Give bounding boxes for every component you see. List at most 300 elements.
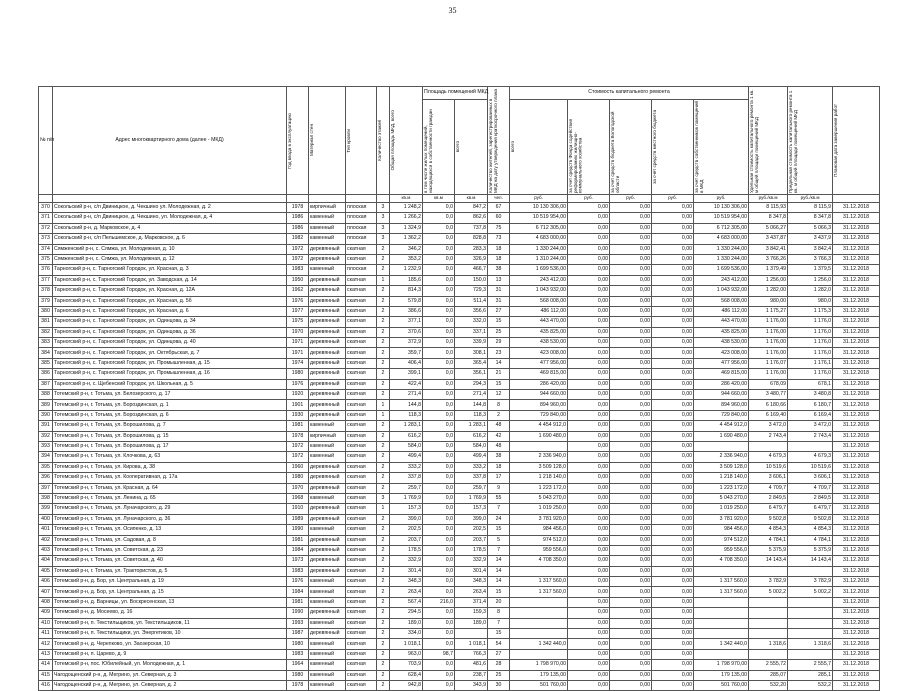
table-cell: 8 bbox=[488, 400, 510, 410]
table-cell: 1990 bbox=[287, 525, 309, 535]
table-cell: 337,8 bbox=[390, 473, 423, 483]
table-cell: 1 317 560,0 bbox=[694, 577, 749, 587]
table-cell: 0,00 bbox=[610, 483, 652, 493]
table-cell: 0,00 bbox=[610, 597, 652, 607]
table-cell: 216,0 bbox=[423, 597, 455, 607]
table-cell: 443 470,00 bbox=[510, 317, 568, 327]
table-cell: 371,4 bbox=[455, 597, 488, 607]
table-cell: 370 bbox=[39, 203, 53, 213]
table-cell: 0,0 bbox=[423, 390, 455, 400]
table-cell: 3 782,9 bbox=[749, 577, 788, 587]
table-cell: 2 bbox=[488, 410, 510, 420]
table-cell: 0,00 bbox=[652, 556, 694, 566]
table-cell: 31.12.2018 bbox=[833, 493, 880, 503]
table-cell: Сокольский р-н, д. Марковское, д. 4 bbox=[53, 223, 287, 233]
table-cell: 0,0 bbox=[423, 338, 455, 348]
table-row bbox=[39, 639, 880, 649]
table-cell: 0,00 bbox=[568, 629, 610, 639]
table-cell: 0,0 bbox=[423, 514, 455, 524]
table-cell: 0,00 bbox=[652, 358, 694, 368]
table-cell: 532,20 bbox=[749, 680, 788, 690]
table-cell: 963,0 bbox=[390, 649, 423, 659]
table-cell: Тотемский р-н, г. Тотьма, ул. Кирова, д. 38 bbox=[53, 462, 287, 472]
table-cell: 0,00 bbox=[652, 473, 694, 483]
table-cell: 0,00 bbox=[652, 369, 694, 379]
table-cell: 286 420,00 bbox=[694, 379, 749, 389]
table-cell: скатная bbox=[346, 514, 377, 524]
table-cell: 1 223 172,0 bbox=[694, 483, 749, 493]
table-cell: 0,00 bbox=[610, 348, 652, 358]
table-row bbox=[39, 203, 880, 213]
table-cell: 8 347,8 bbox=[749, 213, 788, 223]
table-cell: 0,00 bbox=[652, 213, 694, 223]
table-cell: кирпичный bbox=[309, 431, 346, 441]
table-cell: 2 bbox=[377, 369, 390, 379]
table-cell: 31.12.2018 bbox=[833, 535, 880, 545]
table-cell: 0,00 bbox=[610, 670, 652, 680]
table-cell: 31.12.2018 bbox=[833, 223, 880, 233]
table-cell: 98,7 bbox=[423, 649, 455, 659]
table-cell: 0,00 bbox=[568, 327, 610, 337]
table-cell: 28 bbox=[488, 660, 510, 670]
table-cell: 1968 bbox=[287, 493, 309, 503]
table-cell: скатная bbox=[346, 577, 377, 587]
table-cell: 0,00 bbox=[568, 213, 610, 223]
table-cell: 0,00 bbox=[568, 462, 610, 472]
table-cell: 4 454 912,0 bbox=[510, 421, 568, 431]
table-cell: 2 bbox=[377, 348, 390, 358]
table-cell: 532,2 bbox=[788, 680, 833, 690]
table-cell bbox=[510, 566, 568, 576]
table-cell: 42 bbox=[488, 431, 510, 441]
table-cell: 18 bbox=[488, 244, 510, 254]
table-cell: 2 bbox=[377, 379, 390, 389]
table-cell: 189,0 bbox=[455, 618, 488, 628]
table-cell: 0,00 bbox=[568, 317, 610, 327]
table-cell: 31.12.2018 bbox=[833, 473, 880, 483]
table-cell: 294,5 bbox=[390, 608, 423, 618]
table-cell: 579,8 bbox=[390, 296, 423, 306]
table-cell: 980,0 bbox=[788, 296, 833, 306]
table-cell: 31.12.2018 bbox=[833, 452, 880, 462]
table-cell: 6 479,7 bbox=[749, 504, 788, 514]
table-cell: 1 330 244,00 bbox=[694, 244, 749, 254]
table-cell: 0,0 bbox=[423, 608, 455, 618]
table-cell: 0,00 bbox=[610, 649, 652, 659]
table-cell: 0,00 bbox=[652, 421, 694, 431]
table-cell: 3 bbox=[377, 213, 390, 223]
table-cell: 729 840,00 bbox=[510, 410, 568, 420]
header-area-municipal: всего bbox=[455, 141, 460, 153]
table-cell: 1972 bbox=[287, 244, 309, 254]
table-cell: 0,00 bbox=[652, 327, 694, 337]
table-cell: 0,0 bbox=[423, 275, 455, 285]
table-cell: 499,4 bbox=[390, 452, 423, 462]
table-cell: 118,3 bbox=[390, 410, 423, 420]
table-cell bbox=[694, 597, 749, 607]
table-cell: 477 956,00 bbox=[510, 358, 568, 368]
table-cell: 38 bbox=[488, 452, 510, 462]
table-cell: 14 bbox=[488, 566, 510, 576]
table-cell: 31.12.2018 bbox=[833, 670, 880, 680]
table-cell: 0,00 bbox=[610, 431, 652, 441]
table-cell: каменный bbox=[309, 223, 346, 233]
table-cell: скатная bbox=[346, 275, 377, 285]
table-cell: 332,9 bbox=[455, 556, 488, 566]
table-cell: 0,0 bbox=[423, 629, 455, 639]
table-cell: 1 176,00 bbox=[749, 348, 788, 358]
unit-cell: руб. bbox=[568, 195, 610, 203]
table-cell: Тотемский р-н, пос. Юбилейный, ул. Молодежная, д. 1 bbox=[53, 660, 287, 670]
table-cell: 0,0 bbox=[423, 680, 455, 690]
table-cell: кирпичный bbox=[309, 203, 346, 213]
table-cell: Тарногский р-н, с. Тарногский Городок, ул. Красная, д. 3 bbox=[53, 265, 287, 275]
table-cell: 337,8 bbox=[455, 473, 488, 483]
table-cell: 0,00 bbox=[652, 254, 694, 264]
table-cell: 285,1 bbox=[788, 670, 833, 680]
table-cell: 1986 bbox=[287, 223, 309, 233]
table-cell: 0,0 bbox=[423, 525, 455, 535]
table-cell: Тарногский р-н, с. Тарногский Городок, ул. Красная, д. 5б bbox=[53, 296, 287, 306]
table-cell: 1984 bbox=[287, 545, 309, 555]
table-cell: 1 043 932,00 bbox=[510, 286, 568, 296]
table-cell: 15 bbox=[488, 525, 510, 535]
table-cell: 8 115,9 bbox=[788, 203, 833, 213]
table-cell: 0,0 bbox=[423, 535, 455, 545]
table-cell: 23 bbox=[488, 348, 510, 358]
table-cell: 423 008,00 bbox=[510, 348, 568, 358]
table-cell: каменный bbox=[309, 660, 346, 670]
table-cell: 3 781 920,0 bbox=[694, 514, 749, 524]
table-cell: 1982 bbox=[287, 234, 309, 244]
table-cell: 1 283,1 bbox=[390, 421, 423, 431]
table-cell: 54 bbox=[488, 639, 510, 649]
table-cell: 1 176,00 bbox=[749, 327, 788, 337]
table-cell: 31.12.2018 bbox=[833, 577, 880, 587]
table-cell: 31.12.2018 bbox=[833, 369, 880, 379]
table-cell: 10 519 954,00 bbox=[510, 213, 568, 223]
table-cell: 2 bbox=[377, 556, 390, 566]
table-cell: 1 342 440,0 bbox=[694, 639, 749, 649]
table-cell: 2 bbox=[377, 286, 390, 296]
table-cell: 0,00 bbox=[652, 597, 694, 607]
table-cell: 0,00 bbox=[568, 660, 610, 670]
table-cell: 31.12.2018 bbox=[833, 327, 880, 337]
table-cell: 31.12.2018 bbox=[833, 244, 880, 254]
table-row bbox=[39, 462, 880, 472]
table-cell: 31.12.2018 bbox=[833, 587, 880, 597]
table-row bbox=[39, 306, 880, 316]
header-total-area: Общая площадь МКД, всего bbox=[390, 110, 395, 171]
table-cell: 0,00 bbox=[652, 514, 694, 524]
header-roof-type: Тип кровли bbox=[346, 128, 351, 153]
table-cell: 0,0 bbox=[423, 379, 455, 389]
table-cell: 3 bbox=[377, 493, 390, 503]
table-cell: 0,00 bbox=[568, 618, 610, 628]
table-cell: 1960 bbox=[287, 462, 309, 472]
table-cell: 3 437,9 bbox=[788, 234, 833, 244]
table-cell: 1981 bbox=[287, 535, 309, 545]
table-cell: деревянный bbox=[309, 483, 346, 493]
table-cell: 7 bbox=[488, 618, 510, 628]
table-cell: 0,00 bbox=[610, 234, 652, 244]
table-cell: 413 bbox=[39, 649, 53, 659]
table-cell: 332,9 bbox=[390, 556, 423, 566]
table-cell: 203,7 bbox=[455, 535, 488, 545]
table-cell: 0,00 bbox=[610, 545, 652, 555]
table-row bbox=[39, 348, 880, 358]
table-cell: деревянный bbox=[309, 473, 346, 483]
table-row bbox=[39, 577, 880, 587]
table-cell: 2 bbox=[377, 649, 390, 659]
table-cell bbox=[749, 649, 788, 659]
unit-cell: кв.м bbox=[423, 195, 455, 203]
table-cell: 1980 bbox=[287, 369, 309, 379]
table-cell bbox=[788, 597, 833, 607]
table-cell: 10 130 306,00 bbox=[510, 203, 568, 213]
table-cell: 3 781 920,0 bbox=[510, 514, 568, 524]
table-cell: 9 502,8 bbox=[788, 514, 833, 524]
table-row bbox=[39, 265, 880, 275]
table-cell: скатная bbox=[346, 390, 377, 400]
table-cell: 31.12.2018 bbox=[833, 504, 880, 514]
table-cell: 0,00 bbox=[652, 566, 694, 576]
table-cell: 48 bbox=[488, 441, 510, 451]
table-cell: скатная bbox=[346, 525, 377, 535]
table-cell: 371 bbox=[39, 213, 53, 223]
table-cell: 31.12.2018 bbox=[833, 639, 880, 649]
table-row bbox=[39, 618, 880, 628]
table-cell: 0,00 bbox=[610, 265, 652, 275]
table-cell: 1 176,00 bbox=[749, 317, 788, 327]
table-cell: 13 bbox=[488, 275, 510, 285]
table-cell: деревянный bbox=[309, 244, 346, 254]
table-cell: 0,00 bbox=[568, 587, 610, 597]
table-cell: Тотемский р-н, г. Тотьма, ул. Луначарского, д. 36 bbox=[53, 514, 287, 524]
table-cell: 4 784,1 bbox=[749, 535, 788, 545]
table-cell: 1971 bbox=[287, 348, 309, 358]
table-cell: скатная bbox=[346, 379, 377, 389]
table-cell: Тотемский р-н, г. Тотьма, ул. Бороздинская, д. 1 bbox=[53, 400, 287, 410]
table-cell bbox=[788, 629, 833, 639]
table-cell: скатная bbox=[346, 410, 377, 420]
table-cell: 2 bbox=[377, 535, 390, 545]
table-cell: 12 bbox=[488, 390, 510, 400]
table-cell: 73 bbox=[488, 234, 510, 244]
table-cell: 294,3 bbox=[455, 379, 488, 389]
table-cell: 185,6 bbox=[390, 275, 423, 285]
table-row bbox=[39, 431, 880, 441]
table-cell: 0,00 bbox=[610, 587, 652, 597]
table-cell: 1981 bbox=[287, 597, 309, 607]
table-cell: 356,1 bbox=[455, 369, 488, 379]
table-cell bbox=[749, 597, 788, 607]
table-cell: 376 bbox=[39, 265, 53, 275]
table-cell: деревянный bbox=[309, 462, 346, 472]
table-cell: 0,00 bbox=[568, 545, 610, 555]
table-cell: 48 bbox=[488, 421, 510, 431]
table-cell: 980,00 bbox=[749, 296, 788, 306]
table-cell: Тотемский р-н, г. Тотьма, ул. Осипенко, д. 13 bbox=[53, 525, 287, 535]
table-cell: деревянный bbox=[309, 317, 346, 327]
table-row bbox=[39, 556, 880, 566]
unit-cell: кв.м bbox=[390, 195, 423, 203]
table-cell: 381 bbox=[39, 317, 53, 327]
table-cell bbox=[694, 441, 749, 451]
table-cell: 0,00 bbox=[610, 577, 652, 587]
table-cell: 501 760,00 bbox=[510, 680, 568, 690]
table-cell: 0,00 bbox=[652, 618, 694, 628]
table-cell: 8 bbox=[488, 608, 510, 618]
table-cell: 0,00 bbox=[610, 390, 652, 400]
table-cell: 348,3 bbox=[390, 577, 423, 587]
table-cell: 0,00 bbox=[652, 649, 694, 659]
table-cell bbox=[749, 608, 788, 618]
table-cell: 334,0 bbox=[390, 629, 423, 639]
table-cell: 414 bbox=[39, 660, 53, 670]
table-cell: скатная bbox=[346, 670, 377, 680]
table-cell: 1 362,2 bbox=[390, 234, 423, 244]
table-cell: 10 519,6 bbox=[749, 462, 788, 472]
table-cell: плоская bbox=[346, 203, 377, 213]
table-cell: 75 bbox=[488, 223, 510, 233]
table-cell: 0,00 bbox=[610, 213, 652, 223]
table-cell: деревянный bbox=[309, 390, 346, 400]
table-cell: 0,00 bbox=[652, 629, 694, 639]
table-cell: 31.12.2018 bbox=[833, 338, 880, 348]
table-cell: 157,3 bbox=[390, 504, 423, 514]
table-cell: 0,00 bbox=[610, 504, 652, 514]
table-cell: 0,00 bbox=[568, 639, 610, 649]
table-cell: 0,00 bbox=[652, 639, 694, 649]
table-cell bbox=[510, 597, 568, 607]
table-cell: 1990 bbox=[287, 608, 309, 618]
table-cell: 150,0 bbox=[455, 275, 488, 285]
table-cell: 0,0 bbox=[423, 317, 455, 327]
table-cell: 2 bbox=[377, 441, 390, 451]
table-cell: 1974 bbox=[287, 358, 309, 368]
table-cell: 567,4 bbox=[390, 597, 423, 607]
table-cell: 0,00 bbox=[610, 203, 652, 213]
table-cell bbox=[749, 629, 788, 639]
table-cell: 1 690 480,0 bbox=[510, 431, 568, 441]
table-cell: 0,00 bbox=[610, 639, 652, 649]
table-cell: 0,0 bbox=[423, 577, 455, 587]
table-cell: 2 bbox=[377, 244, 390, 254]
table-cell: 3 766,3 bbox=[788, 254, 833, 264]
table-cell: Тотемский р-н, д. Мосеево, д. 16 bbox=[53, 608, 287, 618]
table-cell: 423 008,00 bbox=[694, 348, 749, 358]
table-cell: 0,00 bbox=[568, 306, 610, 316]
table-cell: 3 480,8 bbox=[788, 390, 833, 400]
table-cell: 55 bbox=[488, 493, 510, 503]
table-cell: Тарногский р-н, с. Тарногский Городок, ул. Одинцова, д. 34 bbox=[53, 317, 287, 327]
table-cell: деревянный bbox=[309, 410, 346, 420]
table-cell: скатная bbox=[346, 680, 377, 690]
table-cell: 1972 bbox=[287, 452, 309, 462]
table-cell: 1 282,0 bbox=[788, 286, 833, 296]
table-cell: 0,00 bbox=[568, 680, 610, 690]
table-cell: 399,0 bbox=[455, 514, 488, 524]
table-cell: 397 bbox=[39, 483, 53, 493]
unit-cell: руб. bbox=[694, 195, 749, 203]
table-row bbox=[39, 483, 880, 493]
table-cell: Тотемский р-н, г. Тотьма, ул. Бороздинская, д. 6 bbox=[53, 410, 287, 420]
table-cell: 1 019 250,0 bbox=[694, 504, 749, 514]
table-cell: 2 bbox=[377, 680, 390, 690]
table-row bbox=[39, 629, 880, 639]
table-cell: 0,00 bbox=[610, 493, 652, 503]
table-cell: 410 bbox=[39, 618, 53, 628]
table-cell: 30 bbox=[488, 680, 510, 690]
table-cell: 1 330 244,00 bbox=[694, 254, 749, 264]
table-cell: 0,00 bbox=[652, 338, 694, 348]
table-row bbox=[39, 400, 880, 410]
table-cell: каменный bbox=[309, 265, 346, 275]
table-cell: 1 176,00 bbox=[749, 369, 788, 379]
table-cell: 0,00 bbox=[610, 535, 652, 545]
table-cell: 285,07 bbox=[749, 670, 788, 680]
table-cell: 202,5 bbox=[455, 525, 488, 535]
table-cell: 2 849,5 bbox=[788, 493, 833, 503]
table-cell: деревянный bbox=[309, 286, 346, 296]
table-cell: 60 bbox=[488, 213, 510, 223]
table-cell: 31.12.2018 bbox=[833, 306, 880, 316]
header-cost-fund: за счет средств Фонда содействия реформированию жилищно-коммунального хозяйства bbox=[568, 118, 583, 193]
table-cell: 3 480,77 bbox=[749, 390, 788, 400]
table-cell: 1 699 536,00 bbox=[694, 265, 749, 275]
table-cell: Сямженский р-н, с. Сямжа, ул. Молодежная, д. 10 bbox=[53, 244, 287, 254]
table-cell: 0,00 bbox=[568, 441, 610, 451]
table-cell bbox=[510, 629, 568, 639]
table-cell: скатная bbox=[346, 660, 377, 670]
table-cell: 3 bbox=[377, 203, 390, 213]
header-cost-owners: за счет средств собственников помещений в МКД bbox=[694, 101, 704, 193]
header-num: № п/п bbox=[39, 87, 53, 195]
table-cell: 2 bbox=[377, 608, 390, 618]
table-cell: 2 bbox=[377, 421, 390, 431]
table-row bbox=[39, 421, 880, 431]
table-cell: деревянный bbox=[309, 566, 346, 576]
table-cell: 0,00 bbox=[568, 254, 610, 264]
table-cell: 0,00 bbox=[568, 608, 610, 618]
header-deadline: Плановая дата завершения работ bbox=[833, 104, 839, 177]
table-row bbox=[39, 244, 880, 254]
table-cell: 395 bbox=[39, 462, 53, 472]
table-cell: 2 bbox=[377, 254, 390, 264]
table-cell: 1 218 140,0 bbox=[510, 473, 568, 483]
table-cell: 31.12.2018 bbox=[833, 514, 880, 524]
header-cost-group: Стоимость капитального ремонта bbox=[510, 87, 749, 100]
table-cell: 0,0 bbox=[423, 452, 455, 462]
table-cell: 0,00 bbox=[610, 275, 652, 285]
table-cell: 4 683 000,00 bbox=[694, 234, 749, 244]
table-cell: 0,00 bbox=[568, 358, 610, 368]
table-cell: деревянный bbox=[309, 629, 346, 639]
table-body bbox=[39, 203, 880, 691]
table-cell: 0,00 bbox=[610, 254, 652, 264]
table-cell: 2 555,7 bbox=[788, 660, 833, 670]
table-cell: 8 347,8 bbox=[788, 213, 833, 223]
table-cell: 1920 bbox=[287, 390, 309, 400]
header-unit-cost: Удельная стоимость капитального ремонта 1 кв. м общей площади помещений МКД bbox=[749, 89, 759, 193]
table-cell: 3 bbox=[377, 223, 390, 233]
table-cell: 0,00 bbox=[652, 286, 694, 296]
table-cell: 31.12.2018 bbox=[833, 525, 880, 535]
table-cell: 2 bbox=[377, 473, 390, 483]
table-cell bbox=[510, 608, 568, 618]
table-cell: 511,4 bbox=[455, 296, 488, 306]
